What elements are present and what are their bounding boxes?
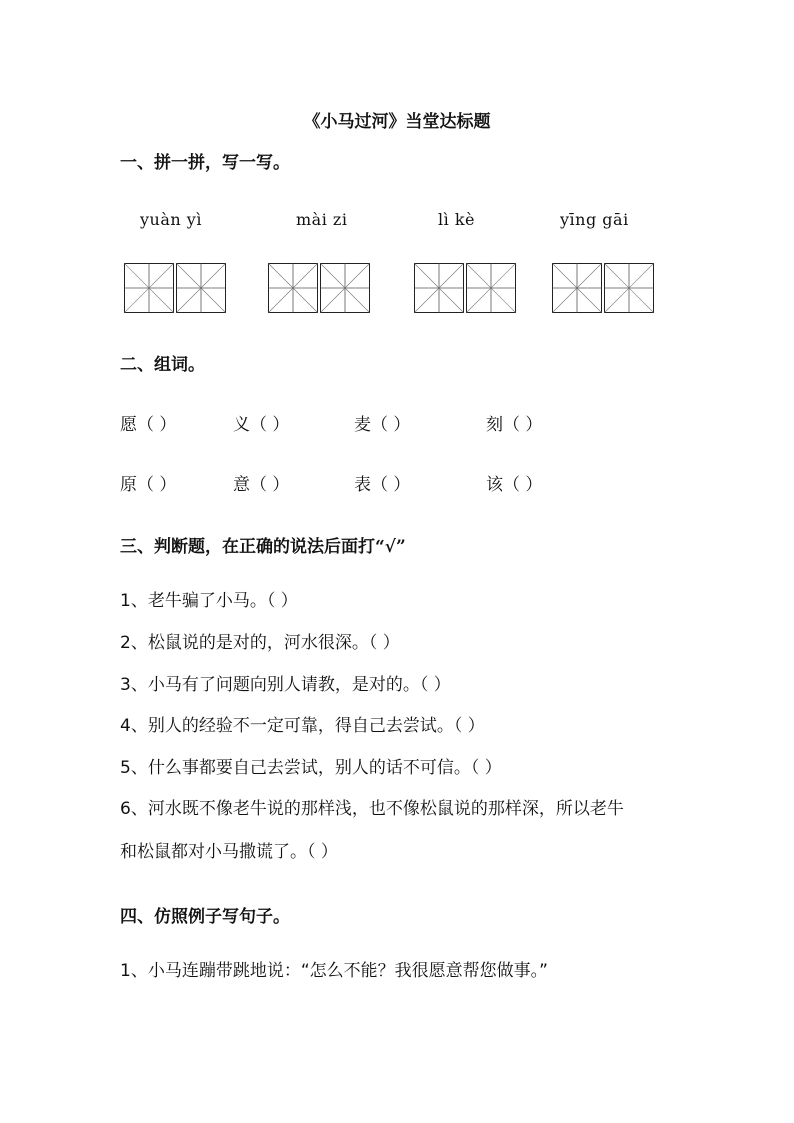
vocab-item: 愿（ ）: [120, 415, 177, 435]
vocab-item: 义（ ）: [233, 415, 290, 435]
writing-box[interactable]: [124, 263, 174, 313]
pinyin-3: lì kè: [438, 210, 475, 229]
writing-grid-group-4: [552, 263, 654, 313]
pinyin-2: mài zi: [296, 210, 348, 229]
judgement-item-1: 1、老牛骗了小马。（ ）: [120, 591, 298, 611]
vocab-item: 表（ ）: [354, 475, 411, 495]
vocab-item: 麦（ ）: [354, 415, 411, 435]
judgement-item-6-cont: 和松鼠都对小马撒谎了。（ ）: [120, 842, 338, 862]
vocab-item: 刻（ ）: [486, 415, 543, 435]
page-title: 《小马过河》当堂达标题: [303, 112, 491, 132]
writing-box[interactable]: [414, 263, 464, 313]
judgement-item-5: 5、什么事都要自己去尝试，别人的话不可信。（ ）: [120, 758, 502, 778]
section-1-heading: 一、拼一拼，写一写。: [120, 153, 290, 173]
judgement-item-4: 4、别人的经验不一定可靠，得自己去尝试。（ ）: [120, 716, 485, 736]
writing-box[interactable]: [320, 263, 370, 313]
writing-box[interactable]: [466, 263, 516, 313]
writing-box[interactable]: [604, 263, 654, 313]
pinyin-4: yīng gāi: [560, 210, 629, 229]
rewrite-item-1: 1、小马连蹦带跳地说：“怎么不能？我很愿意帮您做事。”: [120, 961, 548, 981]
vocab-item: 该（ ）: [486, 475, 543, 495]
judgement-item-3: 3、小马有了问题向别人请教，是对的。（ ）: [120, 675, 451, 695]
section-4-heading: 四、仿照例子写句子。: [120, 907, 290, 927]
writing-box[interactable]: [176, 263, 226, 313]
writing-grid-group-2: [268, 263, 370, 313]
vocab-item: 原（ ）: [120, 475, 177, 495]
writing-grid-group-1: [124, 263, 226, 313]
pinyin-1: yuàn yì: [140, 210, 202, 229]
judgement-item-6: 6、河水既不像老牛说的那样浅，也不像松鼠说的那样深，所以老牛: [120, 799, 624, 819]
section-3-heading: 三、判断题，在正确的说法后面打“√”: [120, 537, 406, 557]
writing-box[interactable]: [268, 263, 318, 313]
judgement-item-2: 2、松鼠说的是对的，河水很深。（ ）: [120, 633, 400, 653]
writing-grid-group-3: [414, 263, 516, 313]
section-2-heading: 二、组词。: [120, 355, 205, 375]
writing-box[interactable]: [552, 263, 602, 313]
vocab-item: 意（ ）: [233, 475, 290, 495]
